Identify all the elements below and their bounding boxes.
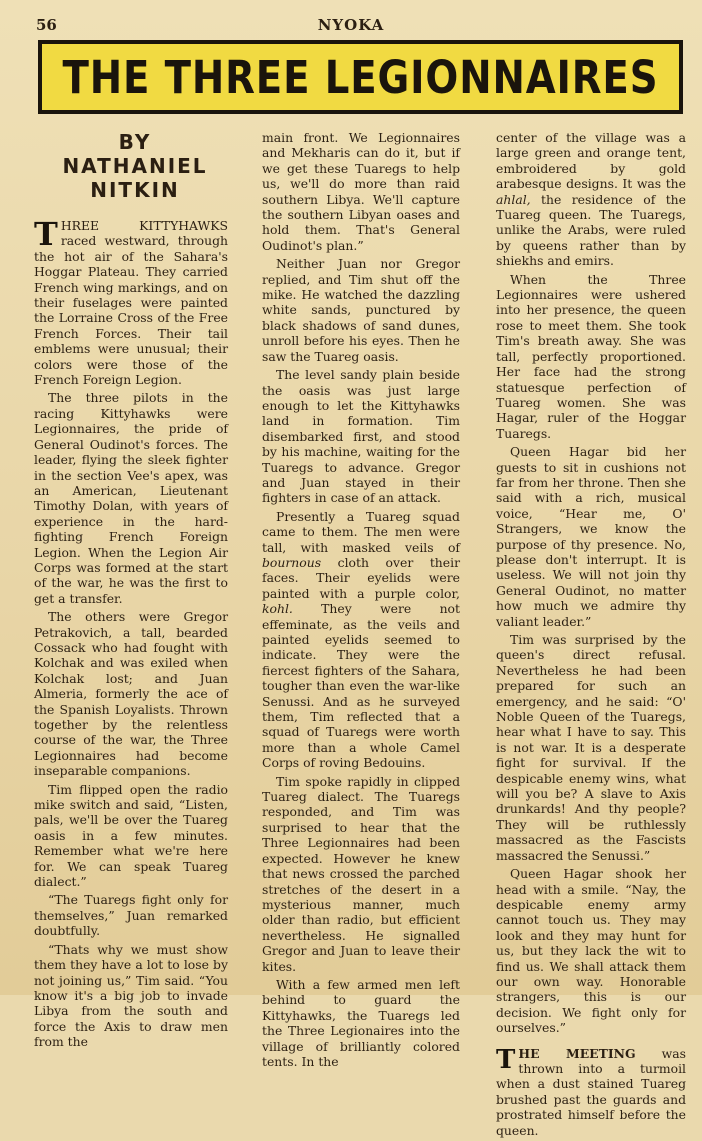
magazine-title: NYOKA <box>317 16 385 34</box>
paragraph-text: HREE KITTYHAWKS raced westward, through the hot air of the Sahara's Hoggar Plateau. They carried French wing markings, and on their fuselages were painted the Lorraine Cross of the Free French Forces. Their tail emblems were unusual; their colors were those of the French Foreign Legion. <box>34 218 228 388</box>
paragraph-text: was thrown into a turmoil when a dust stained Tuareg brushed past the guards and prostrated himself before the queen. <box>496 1045 686 1138</box>
paragraph: Tim flipped open the radio mike switch and said, “Listen, pals, we'll be over the Tuareg oasis in a few minutes. Remember what we're here for. We can speak Tuareg dialect.” <box>34 781 228 890</box>
paragraph: “Thats why we must show them they have a lot to lose by not joining us,” Tim said. “You know it's a big job to invade Libya from the south and force the Axis to draw men from the <box>34 941 228 1050</box>
paragraph-text: They were not effeminate, as the veils and painted eyelids seemed to indicate. They were the fiercest fighters of the Sahara, tougher than even the war-like Senussi. And as he surveyed them, Tim reflected that a squad of Tuaregs were worth more than a whole Camel Corps of roving Bedouins. <box>262 601 460 771</box>
story-title: THE THREE LEGIONNAIRES <box>62 50 659 104</box>
paragraph-text: center of the village was a large green and orange tent, embroidered by gold arabesque designs. It was the <box>496 130 686 192</box>
column-2 <box>262 130 460 1072</box>
paragraph: The three pilots in the racing Kittyhawks were Legionnaires, the pride of General Oudinot's forces. The leader, flying the sleek fighter in the section Vee's apex, was an American, Lieutenant Timothy Dolan, with years of experience in the hard-fighting French Foreign Legion. When the Legion Air Corps was formed at the start of the war, he was the first to get a transfer. <box>34 390 228 606</box>
italic-term: bournous <box>262 554 322 570</box>
paragraph: The others were Gregor Petrakovich, a tall, bearded Cossack who had fought with Kolchak and was exiled when Kolchak lost; and Juan Almeria, formerly the ace of the Spanish Loyalists. Thrown together by the relentless course of the war, the Three Legionnaires had become inseparable companions. <box>34 609 228 779</box>
byline-by: BY <box>118 130 152 154</box>
paragraph: With a few armed men left behind to guard the Kittyhawks, the Tuaregs led the Three Legionaires into the village of brilliantly colored tents. In the <box>262 976 460 1069</box>
paragraph: Neither Juan nor Gregor replied, and Tim shut off the mike. He watched the dazzling white sands, punctured by black shadows of sand dunes, unroll before his eyes. Then he saw the Tuareg oasis. <box>262 256 460 364</box>
byline <box>30 130 240 202</box>
paragraph <box>496 130 686 269</box>
title-banner <box>38 40 683 114</box>
paragraph: main front. We Legionnaires and Mekharis can do it, but if we get these Tuaregs to help us, we'll do more than raid southern Libya. We'll capture the southern Libyan oases and hold them. That's General Oudinot's plan.” <box>262 130 460 253</box>
paragraph: The level sandy plain beside the oasis was just large enough to let the Kittyhawks land in formation. Tim disembarked first, and stood by his machine, waiting for the Tuaregs to advance. Gregor and Juan stayed in their fighters in case of an attack. <box>262 367 460 506</box>
author-last-name: NITKIN <box>90 178 180 202</box>
page-number: 56 <box>36 16 57 34</box>
drop-cap: T <box>34 215 58 253</box>
paragraph-text: the residence of the Tuareg queen. The Tuaregs, unlike the Arabs, were ruled by queens rather than by shiekhs and emirs. <box>496 191 686 269</box>
italic-term: kohl. <box>262 601 293 617</box>
paragraph: When the Three Legionnaires were ushered into her presence, the queen rose to meet them. She took Tim's breath away. She was tall, perfectly proportioned. Her face had the strong statuesque perfection of Tuareg women. She was Hagar, ruler of the Hoggar Tuaregs. <box>496 271 686 441</box>
italic-term: ahlal, <box>496 191 531 207</box>
author-first-name: NATHANIEL <box>62 154 208 178</box>
paragraph: Tim was surprised by the queen's direct refusal. Nevertheless he had been prepared for such an emergency, and he said: “O' Noble Queen of the Tuaregs, hear what I have to say. This is not war. It is a desperate fight for survival. If the despicable enemy wins, what will you be? A slave to Axis drunkards! And thy people? They will be ruthlessly massacred as the Fascists massacred the Senussi.” <box>496 632 686 863</box>
paragraph <box>496 1046 686 1138</box>
paragraph <box>34 215 228 388</box>
column-1 <box>34 215 228 1053</box>
lead-in: HE MEETING <box>518 1045 636 1061</box>
paragraph <box>262 509 460 771</box>
paragraph: Tim spoke rapidly in clipped Tuareg dialect. The Tuaregs responded, and Tim was surprised to hear that the Three Legionnaires had been expected. However he knew that news crossed the parched stretches of the desert in a mysterious manner, much older than radio, but efficient nevertheless. He signalled Gregor and Juan to leave their kites. <box>262 773 460 974</box>
column-3 <box>496 130 686 1141</box>
paragraph: “The Tuaregs fight only for themselves,” Juan remarked doubtfully. <box>34 892 228 939</box>
paragraph: Queen Hagar bid her guests to sit in cushions not far from her throne. Then she said with a rich, musical voice, “Hear me, O' Strangers, we know the purpose of thy presence. No, please don't interrupt. It is useless. We will not join thy General Oudinot, no matter how much we admire thy valiant leader.” <box>496 444 686 629</box>
paragraph-text: cloth over their faces. Their eyelids were painted with a purple color, <box>262 554 460 601</box>
page-header <box>0 14 702 36</box>
paragraph: Queen Hagar shook her head with a smile. “Nay, the despicable enemy army cannot touch us. They may look and they may hunt for us, but they lack the wit to find us. We shall attack them our own way. Honorable strangers, this is our decision. We fight only for ourselves.” <box>496 866 686 1036</box>
paragraph-text: Presently a Tuareg squad came to them. The men were tall, with masked veils of <box>262 508 460 555</box>
drop-cap: T <box>496 1044 516 1075</box>
